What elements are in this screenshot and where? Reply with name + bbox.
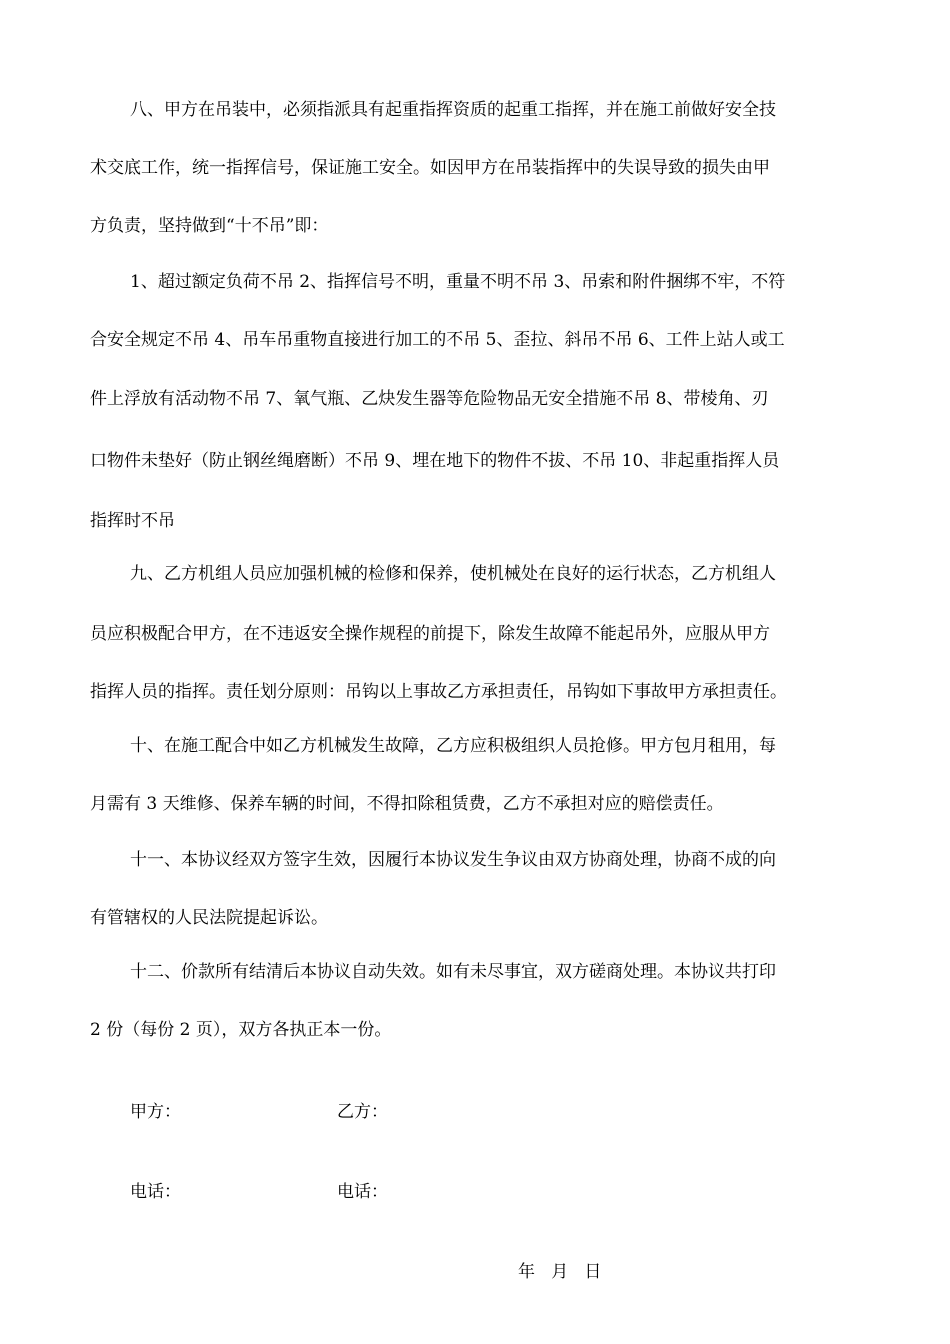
clause-11-line-1: 十一、本协议经双方签字生效，因履行本协议发生争议由双方协商处理，协商不成的向 [130, 850, 776, 870]
clause-11-line-2: 有管辖权的人民法院提起诉讼。 [90, 908, 328, 928]
clause-8-line-2: 术交底工作，统一指挥信号，保证施工安全。如因甲方在吊装指挥中的失误导致的损失由甲 [90, 158, 770, 178]
signing-date: 年 月 日 [518, 1262, 602, 1282]
clause-9-line-3: 指挥人员的指挥。责任划分原则：吊钩以上事故乙方承担责任，吊钩如下事故甲方承担责任。 [90, 682, 787, 702]
clause-8-line-3: 方负责，坚持做到“十不吊”即： [90, 216, 329, 236]
party-a-phone-label: 电话： [130, 1182, 181, 1202]
party-b-label: 乙方： [337, 1102, 388, 1122]
ten-rules-line-4: 口物件未垫好（防止钢丝绳磨断）不吊 9、埋在地下的物件不拔、不吊 10、非起重指挥人员 [90, 451, 780, 471]
clause-12-line-2: 2 份（每份 2 页），双方各执正本一份。 [90, 1020, 392, 1040]
clause-9-line-1: 九、乙方机组人员应加强机械的检修和保养，使机械处在良好的运行状态，乙方机组人 [130, 564, 776, 584]
ten-rules-line-3: 件上浮放有活动物不吊 7、氧气瓶、乙炔发生器等危险物品无安全措施不吊 8、带棱角、刃 [90, 389, 769, 409]
party-b-phone-label: 电话： [337, 1182, 388, 1202]
clause-10-line-1: 十、在施工配合中如乙方机械发生故障，乙方应积极组织人员抢修。甲方包月租用，每 [130, 736, 776, 756]
clause-10-line-2: 月需有 3 天维修、保养车辆的时间，不得扣除租赁费，乙方不承担对应的赔偿责任。 [90, 794, 724, 814]
clause-8-line-1: 八、甲方在吊装中，必须指派具有起重指挥资质的起重工指挥，并在施工前做好安全技 [130, 100, 776, 120]
party-a-label: 甲方： [130, 1102, 181, 1122]
ten-rules-line-1: 1、超过额定负荷不吊 2、指挥信号不明，重量不明不吊 3、吊索和附件捆绑不牢，不符 [130, 272, 786, 292]
clause-9-line-2: 员应积极配合甲方，在不违返安全操作规程的前提下，除发生故障不能起吊外，应服从甲方 [90, 624, 770, 644]
ten-rules-line-5: 指挥时不吊 [90, 511, 175, 531]
ten-rules-line-2: 合安全规定不吊 4、吊车吊重物直接进行加工的不吊 5、歪拉、斜吊不吊 6、工件上站人或工 [90, 330, 785, 350]
clause-12-line-1: 十二、价款所有结清后本协议自动失效。如有未尽事宜，双方磋商处理。本协议共打印 [130, 962, 776, 982]
